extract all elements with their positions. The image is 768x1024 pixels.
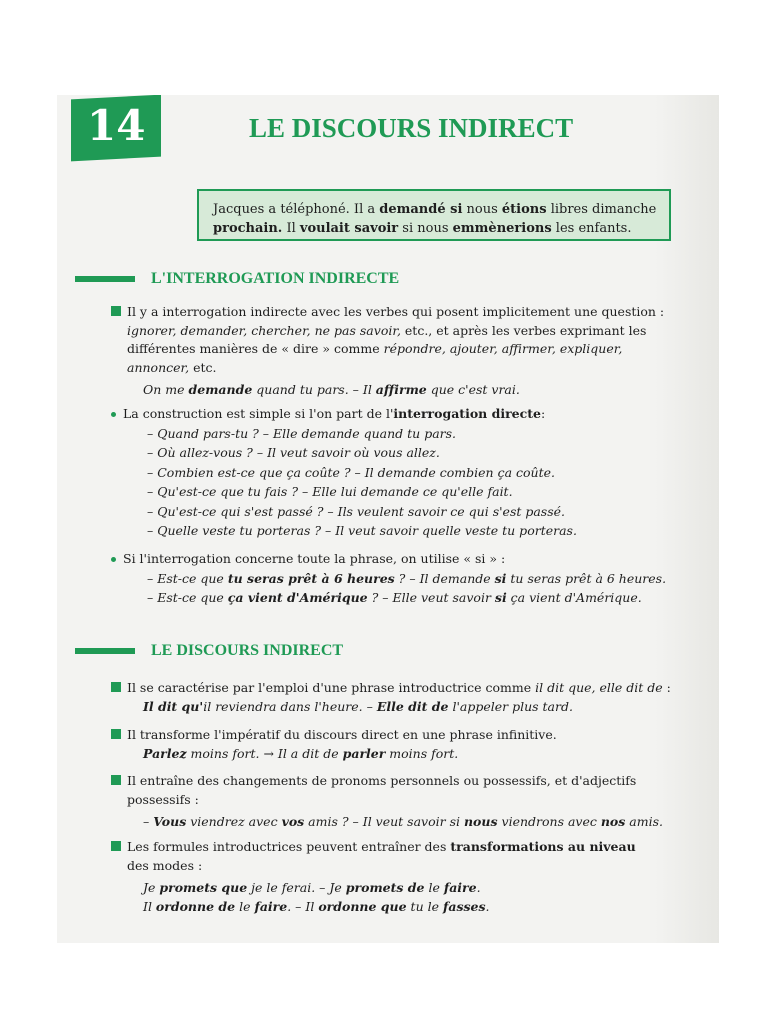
text-run: il reviendra dans l'heure. – [203,698,377,714]
text-run: moins fort. [385,745,459,761]
rule-text [127,772,697,791]
example-line [127,898,697,917]
text-run: La construction est simple si l'on part de l' [123,406,394,421]
text-run: – Est-ce que [147,570,228,586]
text-run: ordonne que [318,898,407,914]
text-run: ordonne de [155,898,236,914]
section-title: LE DISCOURS INDIRECT [151,642,344,659]
text-run: : [540,406,546,421]
example-line [127,745,697,764]
text-run: annoncer, [127,359,190,375]
text-run: faire [443,880,477,895]
text-run: On me [143,382,189,397]
text-run: . [476,880,481,895]
text-run: ça vient d'Amérique [227,590,368,605]
book-page [57,95,719,943]
text-run: Jacques a téléphoné. Il a [213,202,380,217]
text-run: transformations au niveau [450,839,636,854]
text-run: le [235,898,255,914]
intro-line [213,219,669,238]
text-run: . – Il [287,898,319,914]
text-run: amis. [625,814,663,829]
text-run: répondre, ajouter, affirmer, expliquer, [383,341,623,356]
chapter-number: 14 [87,101,146,150]
example-line [147,589,693,608]
text-run: fasses [442,898,486,914]
rule-text [127,322,697,341]
text-run: possessifs : [127,791,199,807]
text-run: – Quelle veste tu porteras ? – Il veut savoir quelle veste tu porteras. [147,523,577,538]
text-run: des modes : [127,857,203,873]
text-run: Il dit qu' [143,698,204,714]
text-run: libres dimanche [546,202,657,217]
rule-text [127,857,697,876]
text-run: si nous [398,221,453,236]
square-bullet-icon [111,729,121,739]
rule-text [127,303,697,322]
rule-block [127,726,697,763]
intro-line [213,200,669,219]
dot-bullet-icon [111,557,116,562]
example-list [123,425,693,541]
text-run: Il [143,898,156,914]
text-run: quand tu pars. – Il [252,382,376,397]
example-line [127,813,697,832]
text-run: – Qu'est-ce qui s'est passé ? – Ils veulent savoir ce qui s'est passé. [147,503,566,519]
text-run: tu seras prêt à 6 heures. [506,570,667,586]
text-run: tu le [406,898,443,914]
text-run: nous [463,814,498,829]
text-run: ? – Il demande [394,570,495,586]
example-line [147,483,693,502]
text-run: Il se caractérise par l'emploi d'une phrase introductrice comme [127,680,536,695]
text-run: Les formules introductrices peuvent entraîner des [127,839,451,854]
text-run: le [424,880,444,895]
intro-example-box [197,189,671,241]
text-run: affirme [375,382,427,397]
square-bullet-icon [111,841,121,851]
text-run: demande [188,382,253,397]
text-run: – Quand pars-tu ? – Elle demande quand tu pars. [147,425,457,441]
text-run: – Combien est-ce que ça coûte ? – Il demande combien ça coûte. [147,464,555,480]
rule-block [127,679,697,716]
example-line [147,522,693,541]
text-run: interrogation directe [393,406,541,421]
text-run: étions [501,202,547,217]
text-run: si [494,570,507,586]
example-list [123,570,693,608]
text-run: emmènerions [452,221,552,236]
rule-block [127,303,697,400]
dot-bullet-icon [111,412,116,417]
example-line [127,879,697,898]
example-line [147,444,693,463]
rule-text [123,405,693,424]
text-run: l'appeler plus tard. [448,698,573,714]
text-run: différentes manières de « dire » comme [127,341,384,356]
rule-text [127,838,697,857]
text-run: faire [254,898,288,914]
text-run: etc., et après les verbes exprimant les [400,322,647,338]
text-run: – Est-ce que [147,590,228,605]
text-run: promets que [159,880,248,895]
square-bullet-icon [111,682,121,692]
heading-bar [75,276,135,282]
text-run: moins fort. → Il a dit de [186,745,343,761]
example-line [147,425,693,444]
text-run: Je [143,880,160,895]
rule-text [127,791,697,810]
text-run: Vous [153,814,187,829]
text-run: ? – Elle veut savoir [367,590,495,605]
text-run: ça vient d'Amérique. [506,590,642,605]
rule-text [127,359,697,378]
text-run: Il [282,221,300,236]
rule-text [127,340,697,359]
text-run: voulait savoir [299,221,399,236]
text-run: viendrons avec [497,814,601,829]
rule-block [127,772,697,832]
text-run: Si l'interrogation concerne toute la phrase, on utilise « si » : [123,551,506,566]
example-line [147,570,693,589]
text-run: il dit que, elle dit de [535,680,663,695]
text-run: promets de [345,880,425,895]
text-run: Il y a interrogation indirecte avec les verbes qui posent implicitement une question : [127,304,665,319]
text-run: . [485,898,490,914]
text-run: tu seras prêt à 6 heures [227,570,395,586]
text-run: vos [281,814,305,829]
section-title: L'INTERROGATION INDIRECTE [151,270,400,287]
text-run: les enfants. [551,221,632,236]
text-run: Il entraîne des changements de pronoms personnels ou possessifs, et d'adjectifs [127,773,637,788]
text-run: – Qu'est-ce que tu fais ? – Elle lui demande ce qu'elle fait. [147,484,513,499]
text-run: nous [462,202,502,217]
example-line [127,381,697,400]
text-run: si [494,590,507,605]
text-run: prochain. [213,221,283,236]
text-run: je le ferai. – Je [247,880,346,895]
text-run: demandé si [379,202,463,217]
text-run: Il transforme l'impératif du discours direct en une phrase infinitive. [127,727,557,742]
square-bullet-icon [111,306,121,316]
text-run: que c'est vrai. [426,382,520,397]
rule-block [127,838,697,916]
text-run: Parlez [143,745,187,761]
text-run: nos [600,814,626,829]
page-title: LE DISCOURS INDIRECT [249,113,574,143]
rule-block [123,405,693,541]
example-line [127,698,697,717]
text-run: ignorer, demander, chercher, ne pas savoir, [127,322,401,338]
text-run: – [143,814,154,829]
example-line [147,503,693,522]
example-line [147,464,693,483]
text-run: – Où allez-vous ? – Il veut savoir où vous allez. [147,445,440,460]
text-run: parler [342,745,386,761]
square-bullet-icon [111,775,121,785]
text-run: : [662,680,671,695]
text-run: etc. [189,359,217,375]
text-run: viendrez avec [186,814,282,829]
rule-text [127,679,697,698]
section-heading-discours [75,640,343,662]
rule-block [123,550,693,608]
text-run: Elle dit de [376,698,449,714]
text-run: amis ? – Il veut savoir si [304,814,464,829]
section-heading-interrogation [75,268,399,290]
heading-bar [75,648,135,654]
rule-text [123,550,693,569]
rule-text [127,726,697,745]
